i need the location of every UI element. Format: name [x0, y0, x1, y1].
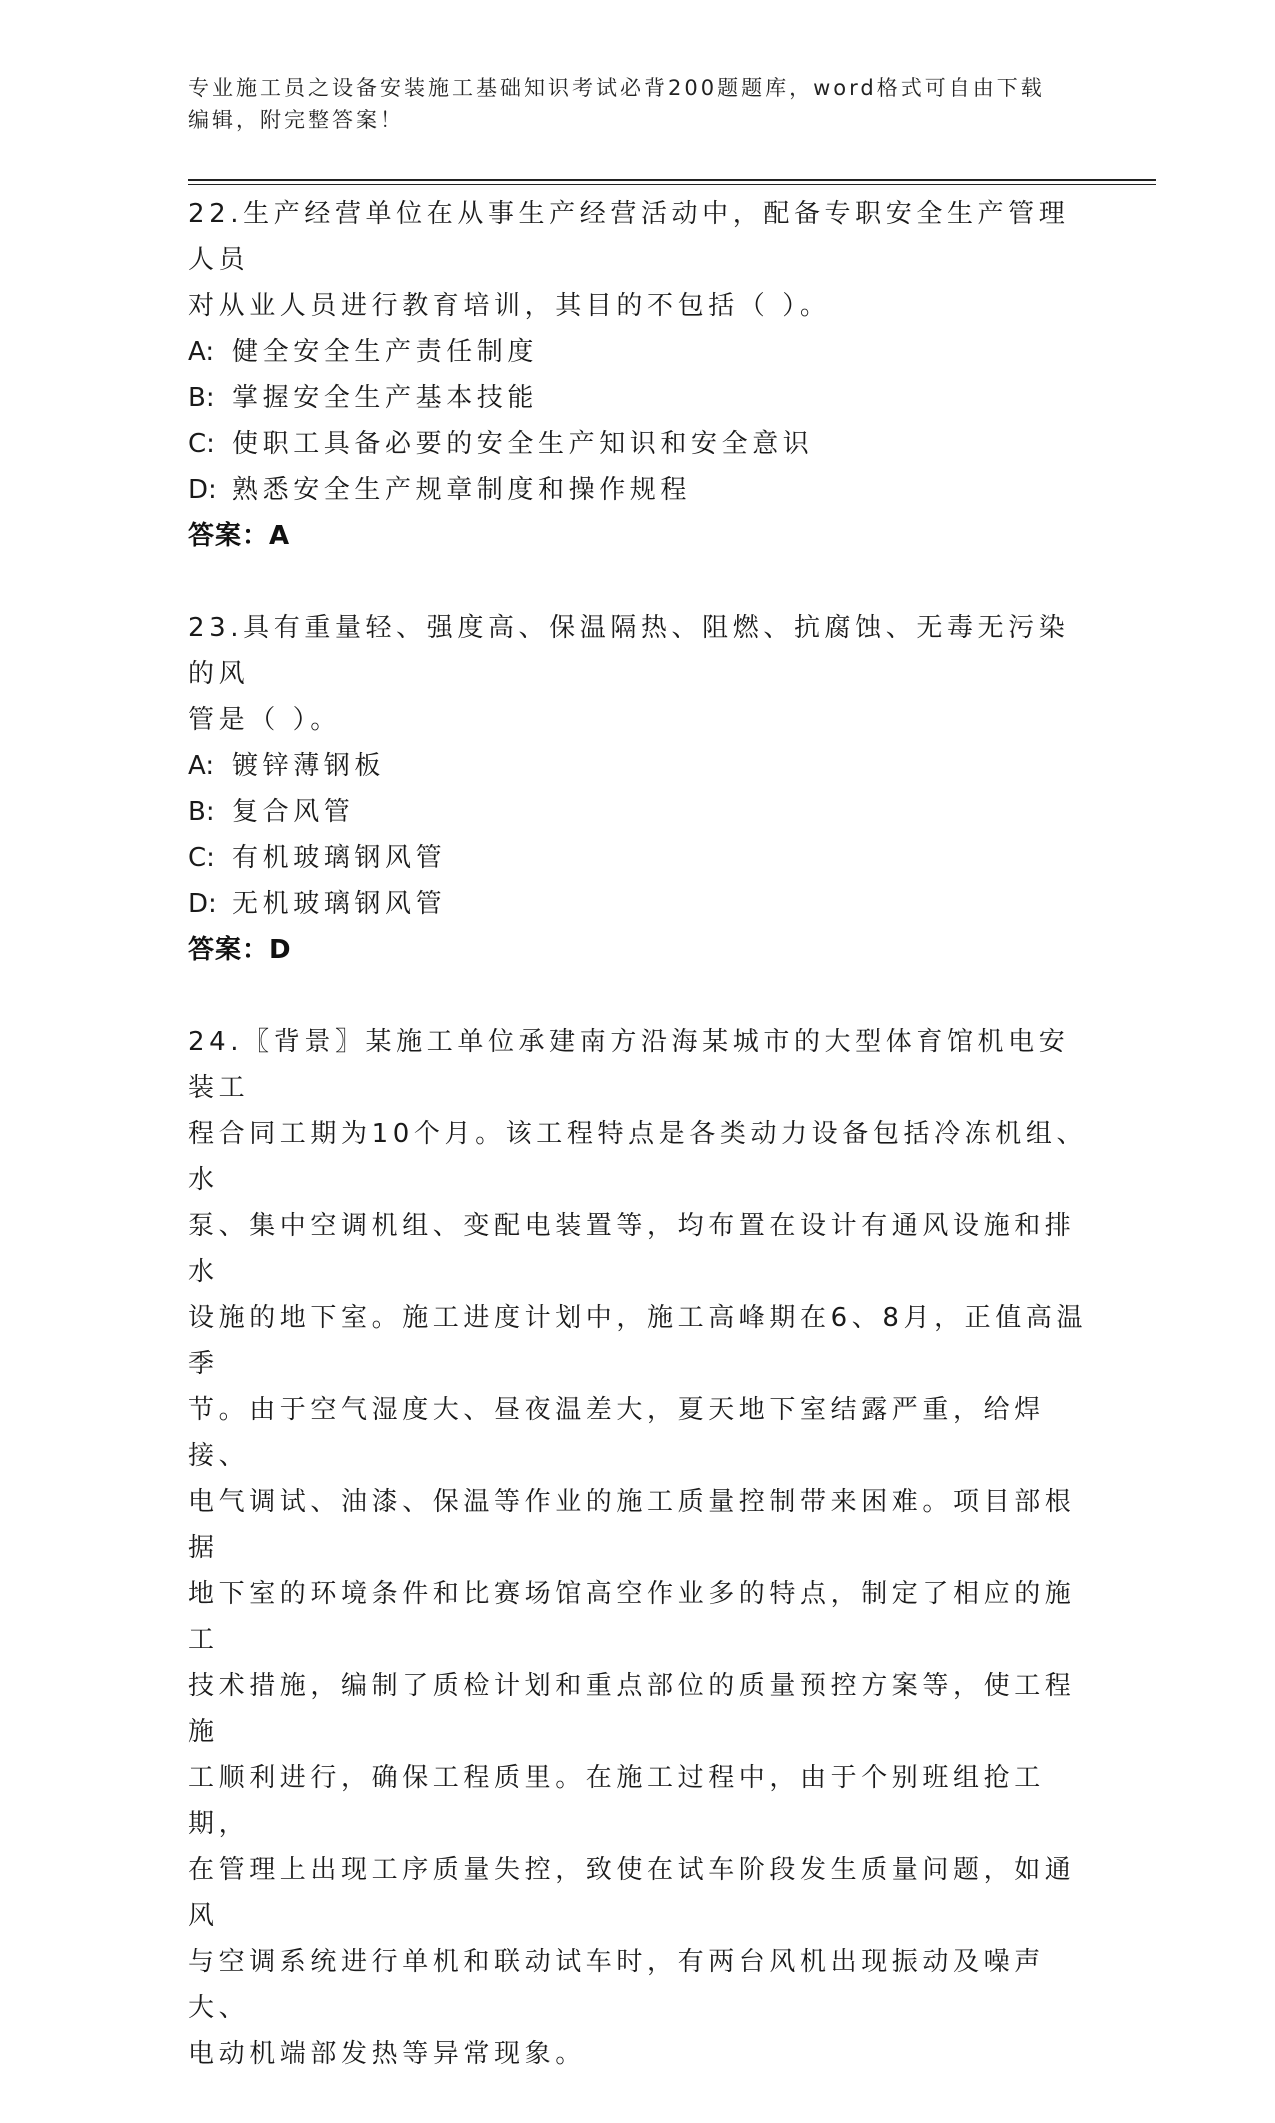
question-text-line: 23.具有重量轻、强度高、保温隔热、阻燃、抗腐蚀、无毒无污染的风 [188, 613, 1070, 689]
option-key: C: [188, 843, 215, 873]
question-23 [188, 605, 1088, 973]
option-a [188, 743, 1088, 789]
option-b [188, 789, 1088, 835]
option-text: 无机玻璃钢风管 [232, 889, 447, 919]
question-text-line: 工顺利进行，确保工程质里。在施工过程中，由于个别班组抢工期， [188, 1763, 1045, 1839]
header-divider-thin [188, 184, 1156, 185]
question-text-line: 地下室的环境条件和比赛场馆高空作业多的特点，制定了相应的施工 [188, 1579, 1076, 1655]
option-text: 掌握安全生产基本技能 [232, 383, 539, 413]
option-d [188, 467, 1088, 513]
question-text-line: 设施的地下室。施工进度计划中，施工高峰期在6、8月，正值高温季 [188, 1303, 1088, 1379]
answer-label: 答案：A [188, 521, 291, 551]
option-c [188, 421, 1088, 467]
question-22 [188, 191, 1088, 559]
option-key: C: [188, 429, 215, 459]
option-d [188, 881, 1088, 927]
question-text-line: 电动机端部发热等异常现象。 [188, 2039, 586, 2069]
answer-label: 答案：D [188, 935, 292, 965]
option-b [188, 375, 1088, 421]
question-text-line: 在管理上出现工序质量失控，致使在试车阶段发生质量问题，如通风 [188, 1855, 1076, 1931]
option-key: B: [188, 797, 215, 827]
option-text: 镀锌薄钢板 [232, 751, 386, 781]
question-text-line: 24.〖背景〗某施工单位承建南方沿海某城市的大型体育馆机电安装工 [188, 1027, 1070, 1103]
header-line-1: 专业施工员之设备安装施工基础知识考试必背200题题库，word格式可自由下载 [188, 76, 1045, 100]
option-text: 健全安全生产责任制度 [232, 337, 539, 367]
document-header [188, 72, 1068, 136]
option-text: 有机玻璃钢风管 [232, 843, 447, 873]
option-text: 复合风管 [232, 797, 355, 827]
header-divider-thick [188, 179, 1156, 181]
option-key: A: [188, 337, 215, 367]
option-key: B: [188, 383, 215, 413]
option-c [188, 835, 1088, 881]
question-text-line: 节。由于空气湿度大、昼夜温差大，夏天地下室结露严重，给焊接、 [188, 1395, 1045, 1471]
option-key: D: [188, 475, 217, 505]
question-text-line: 电气调试、油漆、保温等作业的施工质量控制带来困难。项目部根据 [188, 1487, 1076, 1563]
question-text-line: 技术措施，编制了质检计划和重点部位的质量预控方案等，使工程施 [188, 1671, 1076, 1747]
option-key: A: [188, 751, 215, 781]
question-text-line: 管是（ ）。 [188, 705, 341, 735]
question-24 [188, 1019, 1088, 2077]
option-text: 使职工具备必要的安全生产知识和安全意识 [232, 429, 814, 459]
question-text-line: 与空调系统进行单机和联动试车时，有两台风机出现振动及噪声大、 [188, 1947, 1045, 2023]
question-text-line: 对从业人员进行教育培训，其目的不包括（ ）。 [188, 291, 831, 321]
question-text-line: 泵、集中空调机组、变配电装置等，均布置在设计有通风设施和排水 [188, 1211, 1076, 1287]
question-text-line: 程合同工期为10个月。该工程特点是各类动力设备包括冷冻机组、水 [188, 1119, 1088, 1195]
header-line-2: 编辑，附完整答案！ [188, 108, 404, 132]
question-text-line: 22.生产经营单位在从事生产经营活动中，配备专职安全生产管理人员 [188, 199, 1070, 275]
option-text: 熟悉安全生产规章制度和操作规程 [232, 475, 692, 505]
option-key: D: [188, 889, 217, 919]
option-a [188, 329, 1088, 375]
question-list [188, 191, 1088, 2123]
